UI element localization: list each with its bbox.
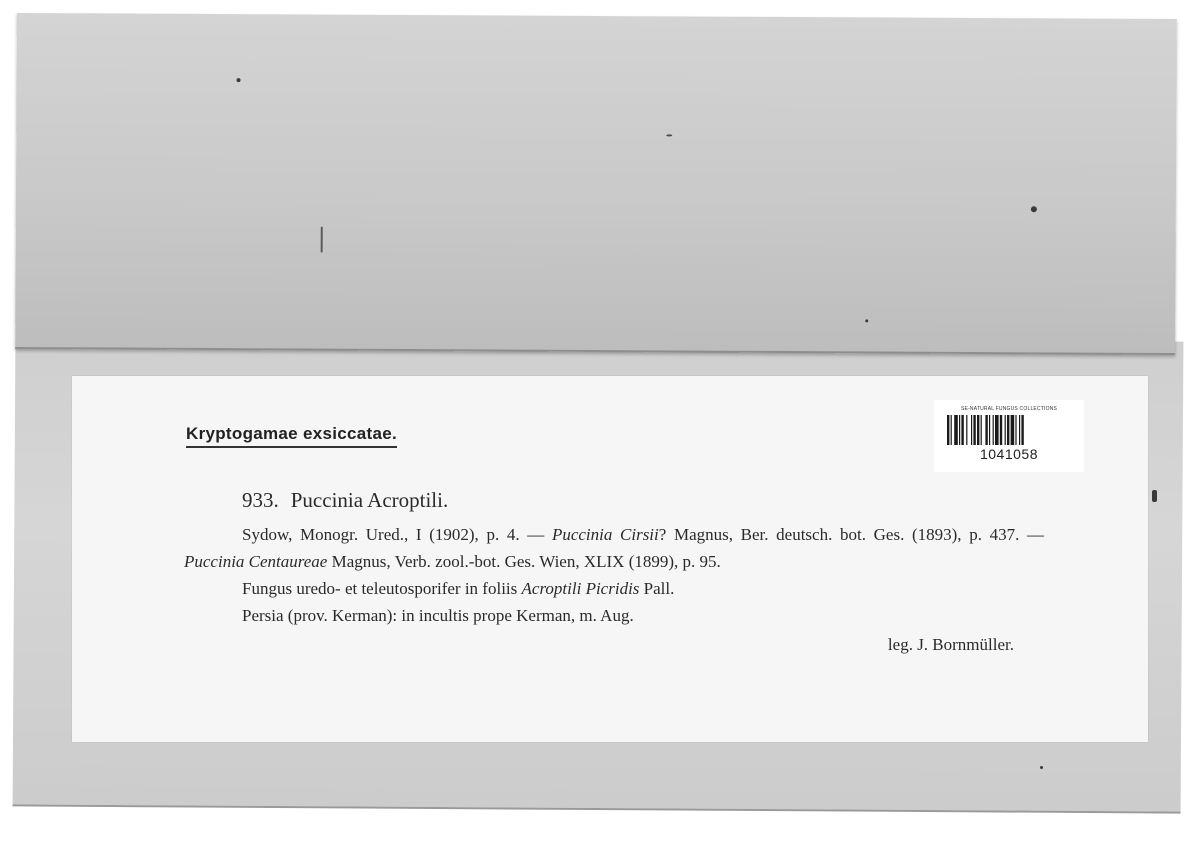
speck xyxy=(1152,490,1157,502)
host-text: Fungus uredo- et teleutosporifer in foliis xyxy=(242,579,522,598)
barcode-icon xyxy=(945,415,1073,445)
barcode-bar xyxy=(951,415,952,445)
host-taxon: Acroptili Picridis xyxy=(521,579,640,598)
barcode-bar xyxy=(981,415,982,445)
collector-line: leg. J. Bornmüller. xyxy=(887,635,1014,654)
host-text: Pall. xyxy=(639,579,675,598)
barcode-bar xyxy=(973,415,975,445)
citation-taxon: Puccinia Centaureae xyxy=(184,552,328,571)
speck xyxy=(321,227,323,253)
speck xyxy=(666,134,672,136)
barcode-caption: SE-NATURAL FUNGUS COLLECTIONS xyxy=(960,406,1058,412)
specimen-name: Puccinia Acroptili. xyxy=(290,488,449,512)
citation-text: ? Magnus, Ber. deutsch. bot. Ges. (1893), p. 437. — xyxy=(658,525,1045,544)
citation-text: Sydow, Monogr. Ured., I (1902), p. 4. — xyxy=(242,525,552,544)
specimen-label xyxy=(72,376,1148,742)
locality-line: Persia (prov. Kerman): in incultis prope Kerman, m. Aug. xyxy=(242,606,634,625)
barcode-sticker xyxy=(934,400,1084,472)
speck xyxy=(237,78,241,82)
barcode-bar xyxy=(954,415,958,445)
barcode-bar xyxy=(1021,415,1023,445)
citation-paragraph xyxy=(184,521,1044,575)
barcode-bar xyxy=(995,415,999,445)
label-text xyxy=(184,488,1044,658)
citation-taxon: Puccinia Cirsii xyxy=(551,525,659,544)
citation-text: Magnus, Verb. zool.-bot. Ges. Wien, XLIX (1899), p. 95. xyxy=(327,552,721,571)
barcode-bar xyxy=(1000,415,1002,445)
speck xyxy=(1040,766,1043,769)
barcode-bar xyxy=(1005,415,1006,445)
specimen-heading xyxy=(242,488,1044,513)
barcode-bar xyxy=(1015,415,1016,445)
speck xyxy=(1031,206,1037,212)
host-line xyxy=(242,575,1044,602)
barcode-bar xyxy=(966,415,967,445)
barcode-bar xyxy=(989,415,990,445)
barcode-bar xyxy=(1019,415,1020,445)
barcode-bar xyxy=(1011,415,1015,445)
barcode-bar xyxy=(947,415,949,445)
barcode-bar xyxy=(977,415,979,445)
series-title: Kryptogamae exsiccatae. xyxy=(186,424,397,448)
barcode-bar xyxy=(971,415,972,445)
speck xyxy=(865,319,868,322)
packet-flap xyxy=(15,13,1177,355)
barcode-number: 1041058 xyxy=(979,446,1038,462)
barcode-bar xyxy=(961,415,963,445)
barcode-bar xyxy=(985,415,987,445)
specimen-number: 933. xyxy=(242,488,279,512)
barcode-bar xyxy=(959,415,960,445)
barcode-bar xyxy=(1007,415,1009,445)
barcode-bar xyxy=(993,415,994,445)
